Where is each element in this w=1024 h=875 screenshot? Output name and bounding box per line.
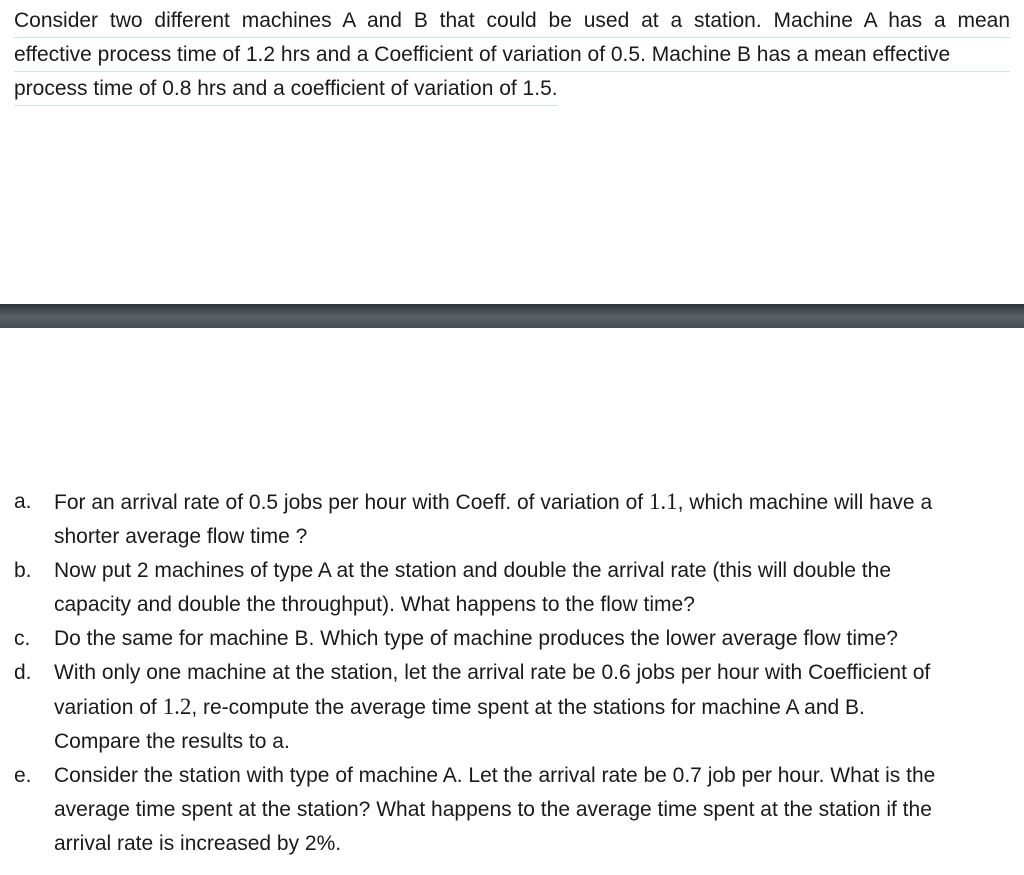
question-text-line [54,690,1010,725]
problem-statement-line-3: process time of 0.8 hrs and a coefficient of variation of 1.5. [14,72,558,106]
question-text-line [54,485,1010,520]
question-text: , which machine will have a [677,491,933,514]
question-text-line: Compare the results to a. [54,730,290,753]
question-text-line: capacity and double the throughput). What happens to the flow time? [54,593,695,616]
question-text-line: average time spent at the station? What happens to the average time spent at the station if the [54,798,932,821]
question-text-line: arrival rate is increased by 2%. [54,832,342,855]
question-e [14,759,1010,861]
question-b [14,554,1010,622]
question-list [14,485,1010,861]
question-text-line: Do the same for machine B. Which type of machine produces the lower average flow time? [54,627,898,650]
math-value: 1.2 [162,694,192,719]
question-letter: d. [14,661,32,684]
question-letter: e. [14,764,32,787]
question-text-line: Now put 2 machines of type A at the station and double the arrival rate (this will double the [54,559,891,582]
question-letter: b. [14,559,32,582]
question-text: For an arrival rate of 0.5 jobs per hour with Coeff. of variation of [54,491,649,514]
question-text-line: With only one machine at the station, let the arrival rate be 0.6 jobs per hour with Coefficient of [54,661,931,684]
question-c [14,622,1010,656]
question-text: , re-compute the average time spent at the stations for machine A and B. [191,696,865,719]
question-text-line: shorter average flow time ? [54,525,308,548]
question-d [14,656,1010,759]
question-a [14,485,1010,554]
section-divider-bar [0,304,1024,328]
question-letter: c. [14,627,31,650]
problem-statement [14,4,1010,106]
question-text-line: Consider the station with type of machine A. Let the arrival rate be 0.7 job per hour. What is the [54,764,936,787]
math-value: 1.1 [648,489,678,514]
question-letter: a. [14,490,32,513]
problem-statement-line-2: effective process time of 1.2 hrs and a Coefficient of variation of 0.5. Machine B has a mean effective [14,38,1010,72]
question-text: variation of [54,696,163,719]
problem-statement-line-1: Consider two different machines A and B that could be used at a station. Machine A has a mean [14,4,1010,38]
